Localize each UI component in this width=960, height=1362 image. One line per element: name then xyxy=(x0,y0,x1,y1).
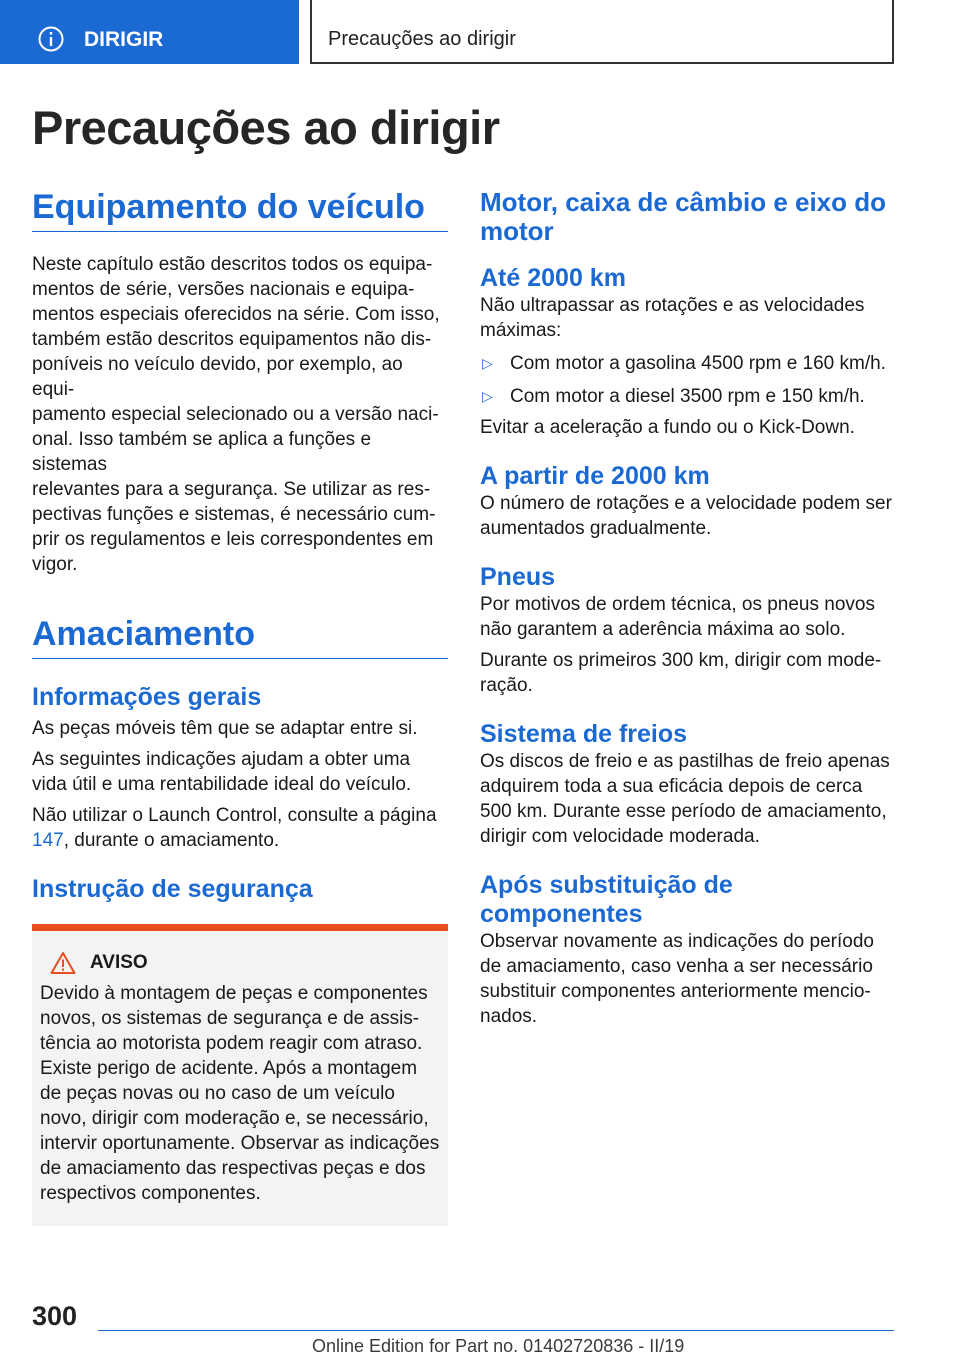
equipment-paragraph xyxy=(32,252,448,577)
brakes-paragraph xyxy=(480,749,896,849)
text-line: Observar novamente as indicações do período xyxy=(480,931,874,952)
text-line: de peças novas ou no caso de um veículo xyxy=(40,1083,395,1104)
info-paragraph-2 xyxy=(32,747,448,797)
text-line: pectivas funções e sistemas, é necessário cum‐ xyxy=(32,504,436,525)
text-line: Neste capítulo estão descritos todos os equipa‐ xyxy=(32,254,433,275)
text-line: tência ao motorista podem reagir com atraso. xyxy=(40,1033,423,1054)
component-replacement-heading xyxy=(480,871,896,929)
text-line: pamento especial selecionado ou a versão naci‐ xyxy=(32,404,439,425)
info-paragraph-3 xyxy=(32,803,448,853)
general-info-heading: Informações gerais xyxy=(32,683,262,711)
right-column xyxy=(480,188,896,1029)
text-line: vigor. xyxy=(32,554,78,575)
page-link[interactable]: 147 xyxy=(32,830,64,851)
footer-divider xyxy=(98,1330,894,1331)
warning-triangle-icon xyxy=(50,951,76,975)
text-line: onal. Isso também se aplica a funções e sistemas xyxy=(32,429,372,475)
tires-heading: Pneus xyxy=(480,563,556,591)
page-number: 300 xyxy=(32,1301,78,1331)
text-line: O número de rotações e a velocidade podem ser xyxy=(480,493,892,514)
text-line: Não utilizar o Launch Control, consulte a página xyxy=(32,805,437,826)
text-line: mentos de série, versões nacionais e equipa‐ xyxy=(32,279,415,300)
motor-heading xyxy=(480,188,896,246)
left-column xyxy=(32,188,448,1226)
equipment-heading: Equipamento do veículo xyxy=(32,188,448,232)
text-line: As seguintes indicações ajudam a obter uma xyxy=(32,749,411,770)
bullet-text: Com motor a gasolina 4500 rpm e 160 km/h. xyxy=(510,353,886,374)
heading-line: motor xyxy=(480,216,554,246)
warning-box xyxy=(32,924,448,1226)
text-line: adquirem toda a sua eficácia depois de cerca xyxy=(480,776,863,797)
triangle-bullet-icon: ▷ xyxy=(482,355,493,371)
bullet-text: Com motor a diesel 3500 rpm e 150 km/h. xyxy=(510,386,865,407)
text-line: nados. xyxy=(480,1006,538,1027)
up-to-2000-heading: Até 2000 km xyxy=(480,264,626,292)
text-line: prir os regulamentos e leis correspondentes em xyxy=(32,529,434,550)
text-line: 500 km. Durante esse período de amaciamento, xyxy=(480,801,887,822)
bullet-item xyxy=(480,351,896,376)
text-line: novos, os sistemas de segurança e de assis‐ xyxy=(40,1008,420,1029)
bullet-item xyxy=(480,384,896,409)
text-line: máximas: xyxy=(480,320,562,341)
tires-paragraph-2 xyxy=(480,648,896,698)
text-line: poníveis no veículo devido, por exemplo, ao equi‐ xyxy=(32,354,403,400)
text-line: mentos especiais oferecidos na série. Com isso, xyxy=(32,304,440,325)
text-line: novo, dirigir com moderação e, se necessário, xyxy=(40,1108,429,1129)
text-line: de amaciamento, caso venha a ser necessário xyxy=(480,956,873,977)
text-line: intervir oportunamente. Observar as indicações xyxy=(40,1133,440,1154)
text-line: Não ultrapassar as rotações e as velocidades xyxy=(480,295,865,316)
info-icon xyxy=(38,26,64,52)
brakes-heading: Sistema de freios xyxy=(480,720,688,748)
heading-line: Motor, caixa de câmbio e eixo do xyxy=(480,187,887,217)
text-line: Por motivos de ordem técnica, os pneus novos xyxy=(480,594,875,615)
text-line: , durante o amaciamento. xyxy=(63,830,280,851)
text-line: vida útil e uma rentabilidade ideal do veículo. xyxy=(32,774,412,795)
text-line: não garantem a aderência máxima ao solo. xyxy=(480,619,846,640)
edition-text: Online Edition for Part no. 01402720836 - II/19 xyxy=(312,1336,685,1356)
text-line: Durante os primeiros 300 km, dirigir com mode‐ xyxy=(480,650,882,671)
heading-line: componentes xyxy=(480,900,643,928)
text-line: Existe perigo de acidente. Após a montagem xyxy=(40,1058,418,1079)
text-line: respectivos componentes. xyxy=(40,1183,261,1204)
text-line: ração. xyxy=(480,675,533,696)
page-title: Precauções ao dirigir xyxy=(32,101,500,154)
section-label: DIRIGIR xyxy=(84,28,164,51)
text-line: de amaciamento das respectivas peças e dos xyxy=(40,1158,426,1179)
text-line: dirigir com velocidade moderada. xyxy=(480,826,760,847)
text-line: Devido à montagem de peças e componentes xyxy=(40,983,428,1004)
up-to-2000-paragraph xyxy=(480,293,896,343)
safety-heading: Instrução de segurança xyxy=(32,875,313,903)
from-2000-paragraph xyxy=(480,491,896,541)
section-tab[interactable] xyxy=(0,0,299,64)
header-title: Precauções ao dirigir xyxy=(328,28,516,50)
avoid-text: Evitar a aceleração a fundo ou o Kick-Down. xyxy=(480,417,855,438)
triangle-bullet-icon: ▷ xyxy=(482,388,493,404)
warning-label: AVISO xyxy=(90,952,148,973)
header-title-box xyxy=(310,0,894,64)
from-2000-heading: A partir de 2000 km xyxy=(480,462,710,490)
break-in-heading: Amaciamento xyxy=(32,615,448,659)
text-line: relevantes para a segurança. Se utilizar as res‐ xyxy=(32,479,431,500)
text-line: Os discos de freio e as pastilhas de freio apenas xyxy=(480,751,890,772)
component-replacement-paragraph xyxy=(480,929,896,1029)
info-paragraph-1: As peças móveis têm que se adaptar entre si. xyxy=(32,718,418,739)
heading-line: Após substituição de xyxy=(480,871,733,899)
tires-paragraph-1 xyxy=(480,592,896,642)
text-line: aumentados gradualmente. xyxy=(480,518,712,539)
text-line: substituir componentes anteriormente mencio‐ xyxy=(480,981,871,1002)
text-line: também estão descritos equipamentos não dis‐ xyxy=(32,329,432,350)
